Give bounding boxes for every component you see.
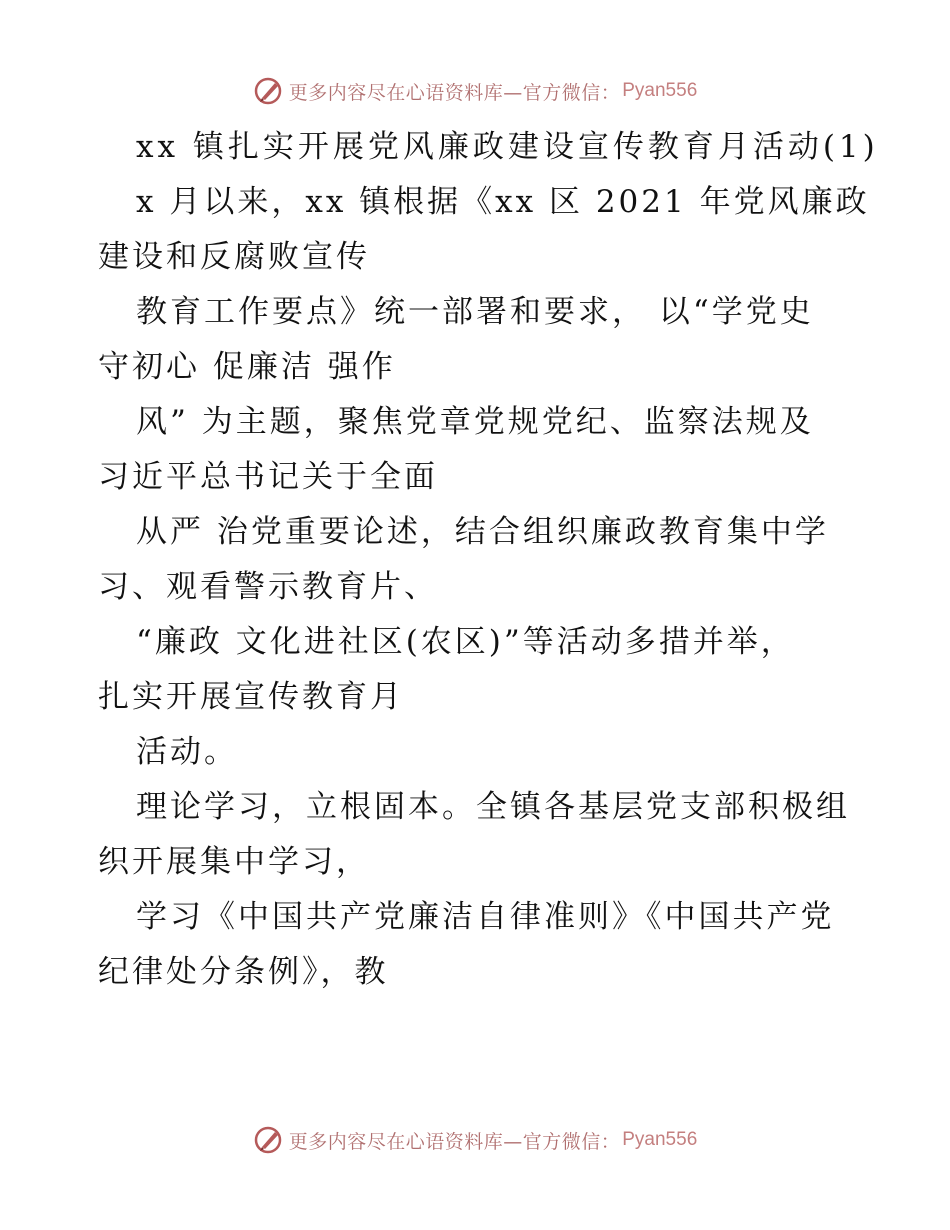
paragraph-line: 织开展集中学习， — [98, 844, 370, 880]
paragraph-line: 建设和反腐败宣传 — [98, 239, 370, 275]
paragraph-line: 理论学习，立根固本。全镇各基层党支部积极组 — [136, 789, 850, 825]
document-body — [98, 120, 879, 1000]
paragraph-line: 学习《中国共产党廉洁自律准则》《中国共产党 — [136, 899, 835, 935]
paragraph-line: “廉政 文化进社区(农区)”等活动多措并举， — [136, 624, 795, 660]
paragraph-line: 扎实开展宣传教育月 — [98, 679, 404, 715]
paragraph-line: 习近平总书记关于全面 — [98, 459, 438, 495]
watermark-text: 更多内容尽在心语资料库—官方微信： — [288, 1130, 621, 1153]
pen-logo-icon — [253, 1124, 285, 1156]
paragraph-line: 习、观看警示教育片、 — [98, 569, 438, 605]
paragraph-line: x 月以来，xx 镇根据《xx 区 2021 年党风廉政 — [136, 184, 870, 220]
header-watermark — [0, 71, 950, 111]
watermark-text: 更多内容尽在心语资料库—官方微信： — [288, 81, 621, 104]
pen-logo-icon — [253, 75, 285, 107]
document-title: xx 镇扎实开展党风廉政建设宣传教育月活动(1) — [136, 129, 879, 165]
paragraph-line: 从严 治党重要论述，结合组织廉政教育集中学 — [136, 514, 829, 550]
paragraph-line: 守初心 促廉洁 强作 — [98, 349, 396, 385]
paragraph-line: 风” 为主题，聚焦党章党规党纪、监察法规及 — [136, 404, 814, 440]
paragraph-line: 教育工作要点》统一部署和要求， 以“学党史 — [136, 294, 814, 330]
paragraph-line: 活动。 — [136, 734, 238, 770]
paragraph-line: 纪律处分条例》，教 — [98, 954, 389, 990]
footer-watermark — [0, 1120, 950, 1160]
watermark-wechat-id: Pyan556 — [622, 1129, 698, 1150]
watermark-wechat-id: Pyan556 — [622, 80, 698, 101]
